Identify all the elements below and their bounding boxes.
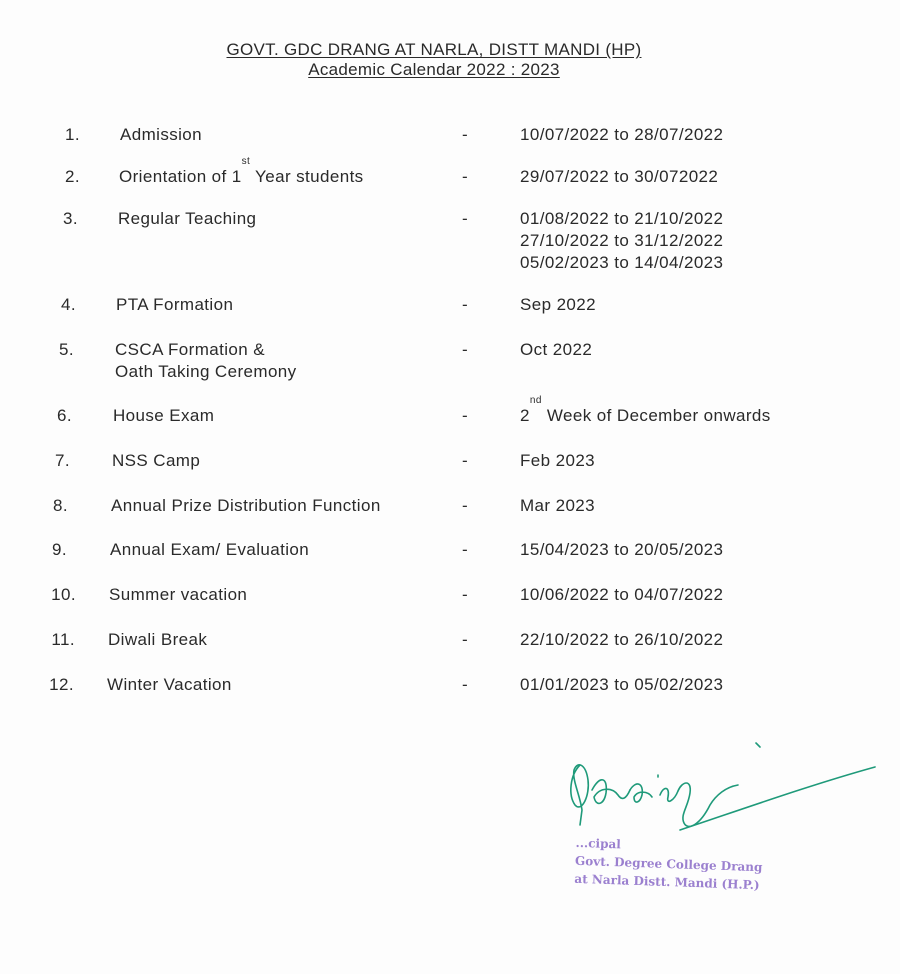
row-dates: Mar 2023 — [520, 496, 596, 515]
row-event: Diwali Break — [108, 630, 208, 649]
row-number: 12. — [49, 675, 74, 694]
row-event: Annual Prize Distribution Function — [111, 496, 381, 515]
row-number: 2. — [65, 167, 80, 186]
row-dates: 22/10/2022 to 26/10/2022 — [520, 630, 724, 649]
row-event: CSCA Formation & Oath Taking Ceremony — [115, 340, 297, 381]
row-dash: - — [462, 675, 469, 694]
row-dash: - — [462, 451, 469, 470]
row-dash: - — [462, 209, 469, 228]
document-title: GOVT. GDC DRANG AT NARLA, DISTT MANDI (HP) — [226, 40, 642, 59]
row-dates: 29/07/2022 to 30/072022 — [520, 167, 719, 186]
row-number: 5. — [59, 340, 74, 359]
row-event: Regular Teaching — [118, 209, 257, 228]
row-number: 9. — [52, 540, 67, 559]
row-event: Orientation of 1st Year students — [119, 156, 364, 186]
row-number: 6. — [57, 406, 72, 425]
row-number: 10. — [51, 585, 76, 604]
row-event: House Exam — [113, 406, 215, 425]
row-dash: - — [462, 496, 469, 515]
row-dash: - — [462, 295, 469, 314]
row-dates: Sep 2022 — [520, 295, 596, 314]
row-dash: - — [462, 630, 469, 649]
row-dash: - — [462, 340, 469, 359]
row-number: 11. — [51, 630, 75, 649]
stamp-line-1: ...cipal — [575, 835, 622, 852]
row-number: 7. — [55, 451, 70, 470]
row-number: 1. — [65, 125, 80, 144]
row-dates: Feb 2023 — [520, 451, 596, 470]
row-dash: - — [462, 167, 469, 186]
row-dash: - — [462, 406, 469, 425]
row-dates: 2nd Week of December onwards — [520, 395, 771, 425]
row-dash: - — [462, 585, 469, 604]
row-event: NSS Camp — [112, 451, 201, 470]
row-dates: 01/08/2022 to 21/10/2022 27/10/2022 to 31/12/2022 05/02/2023 to 14/04/2023 — [520, 209, 724, 272]
row-event: Summer vacation — [109, 585, 248, 604]
stamp-line-3: at Narla Distt. Mandi (H.P.) — [574, 871, 760, 893]
row-dates: 10/06/2022 to 04/07/2022 — [520, 585, 724, 604]
row-number: 4. — [61, 295, 76, 314]
row-number: 3. — [63, 209, 78, 228]
row-event: Annual Exam/ Evaluation — [110, 540, 310, 559]
row-dates: 01/01/2023 to 05/02/2023 — [520, 675, 724, 694]
row-dates: 15/04/2023 to 20/05/2023 — [520, 540, 724, 559]
document-subtitle: Academic Calendar 2022 : 2023 — [308, 60, 560, 79]
row-dash: - — [462, 125, 469, 144]
college-stamp — [574, 834, 816, 896]
row-dates: Oct 2022 — [520, 340, 593, 359]
row-number: 8. — [53, 496, 68, 515]
stamp-line-2: Govt. Degree College Drang — [574, 853, 763, 875]
row-dash: - — [462, 540, 469, 559]
row-event: Admission — [120, 125, 203, 144]
row-event: Winter Vacation — [107, 675, 232, 694]
row-dates: 10/07/2022 to 28/07/2022 — [520, 125, 724, 144]
row-event: PTA Formation — [116, 295, 234, 314]
